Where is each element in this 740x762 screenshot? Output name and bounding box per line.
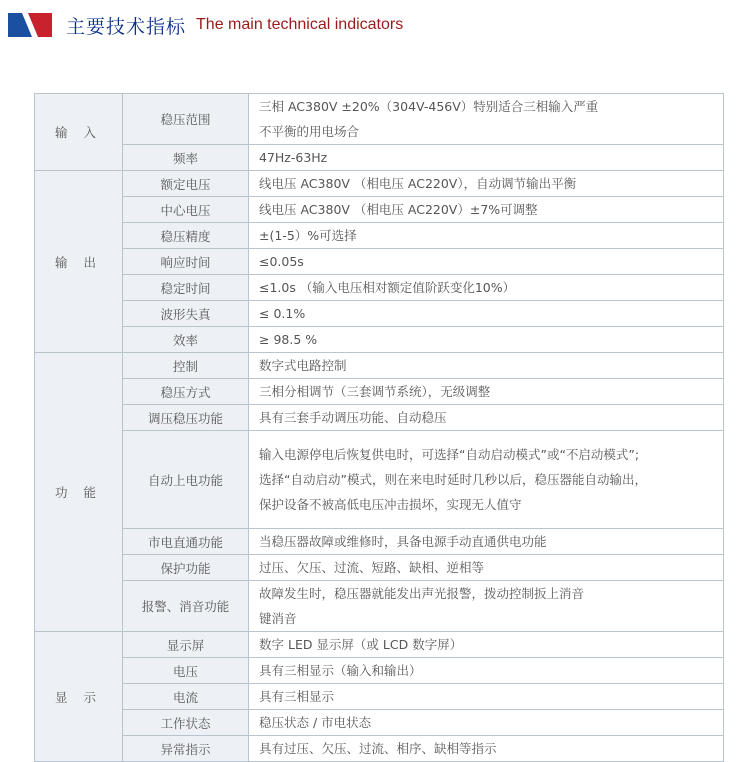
row-name: 中心电压	[123, 197, 249, 223]
row-value: 具有三相显示	[249, 684, 724, 710]
table-row	[35, 405, 724, 431]
row-name: 稳压方式	[123, 379, 249, 405]
row-value: 线电压 AC380V （相电压 AC220V），自动调节输出平衡	[249, 171, 724, 197]
table-row	[35, 431, 724, 529]
row-value: 具有过压、欠压、过流、相序、缺相等指示	[249, 736, 724, 762]
table-row	[35, 171, 724, 197]
page-header	[8, 10, 403, 40]
table-row	[35, 684, 724, 710]
row-value: 具有三套手动调压功能、自动稳压	[249, 405, 724, 431]
table-row	[35, 145, 724, 171]
row-name: 响应时间	[123, 249, 249, 275]
table-row	[35, 710, 724, 736]
row-value: 过压、欠压、过流、短路、缺相、逆相等	[249, 555, 724, 581]
row-value: 具有三相显示（输入和输出）	[249, 658, 724, 684]
table-row	[35, 555, 724, 581]
row-value	[249, 581, 724, 632]
table-row	[35, 301, 724, 327]
row-value: 数字 LED 显示屏（或 LCD 数字屏）	[249, 632, 724, 658]
table-row	[35, 658, 724, 684]
row-value-line: 故障发生时，稳压器就能发出声光报警，拨动控制扳上消音	[259, 586, 585, 601]
table-row	[35, 529, 724, 555]
table-row	[35, 249, 724, 275]
row-name: 保护功能	[123, 555, 249, 581]
table-row	[35, 353, 724, 379]
table-row	[35, 632, 724, 658]
row-name: 市电直通功能	[123, 529, 249, 555]
row-value: 47Hz-63Hz	[249, 145, 724, 171]
row-value	[249, 94, 724, 145]
row-value: ≥ 98.5 %	[249, 327, 724, 353]
row-name: 稳定时间	[123, 275, 249, 301]
table-row	[35, 581, 724, 632]
row-value	[249, 431, 724, 529]
row-name: 稳压精度	[123, 223, 249, 249]
row-value: 稳压状态 / 市电状态	[249, 710, 724, 736]
group-label-display: 显 示	[35, 632, 123, 762]
table-row	[35, 275, 724, 301]
row-value-line: 键消音	[259, 611, 297, 626]
row-name: 报警、消音功能	[123, 581, 249, 632]
row-value-line: 不平衡的用电场合	[259, 124, 360, 139]
row-name: 电压	[123, 658, 249, 684]
row-name: 自动上电功能	[123, 431, 249, 529]
row-name: 调压稳压功能	[123, 405, 249, 431]
group-label-input: 输 入	[35, 94, 123, 171]
row-value: ±(1-5）%可选择	[249, 223, 724, 249]
page-title-cn: 主要技术指标	[66, 15, 187, 38]
row-name: 波形失真	[123, 301, 249, 327]
row-value: 当稳压器故障或维修时，具备电源手动直通供电功能	[249, 529, 724, 555]
row-value-line: 输入电源停电后恢复供电时，可选择“自动启动模式”或“不启动模式”;	[259, 447, 640, 462]
row-name: 频率	[123, 145, 249, 171]
row-name: 稳压范围	[123, 94, 249, 145]
row-value-line: 三相 AC380V ±20%（304V-456V）特别适合三相输入严重	[259, 99, 599, 114]
brand-logo-icon	[8, 13, 52, 37]
table-row	[35, 197, 724, 223]
page-title-en: The main technical indicators	[196, 16, 404, 33]
row-name: 控制	[123, 353, 249, 379]
table-row	[35, 327, 724, 353]
row-value: ≤0.05s	[249, 249, 724, 275]
row-name: 显示屏	[123, 632, 249, 658]
spec-table	[34, 93, 724, 762]
row-value-line: 选择“自动启动”模式，则在来电时延时几秒以后，稳压器能自动输出，	[259, 472, 647, 487]
row-name: 异常指示	[123, 736, 249, 762]
table-row	[35, 223, 724, 249]
row-name: 电流	[123, 684, 249, 710]
table-row	[35, 94, 724, 145]
row-name: 效率	[123, 327, 249, 353]
row-value: ≤ 0.1%	[249, 301, 724, 327]
row-name: 工作状态	[123, 710, 249, 736]
row-value: 数字式电路控制	[249, 353, 724, 379]
group-label-output: 输 出	[35, 171, 123, 353]
row-value: 线电压 AC380V （相电压 AC220V）±7%可调整	[249, 197, 724, 223]
group-label-function: 功 能	[35, 353, 123, 632]
row-value: 三相分相调节（三套调节系统），无级调整	[249, 379, 724, 405]
row-value-line: 保护设备不被高低电压冲击损坏，实现无人值守	[259, 497, 522, 512]
row-value: ≤1.0s （输入电压相对额定值阶跃变化10%）	[249, 275, 724, 301]
row-name: 额定电压	[123, 171, 249, 197]
table-row	[35, 379, 724, 405]
